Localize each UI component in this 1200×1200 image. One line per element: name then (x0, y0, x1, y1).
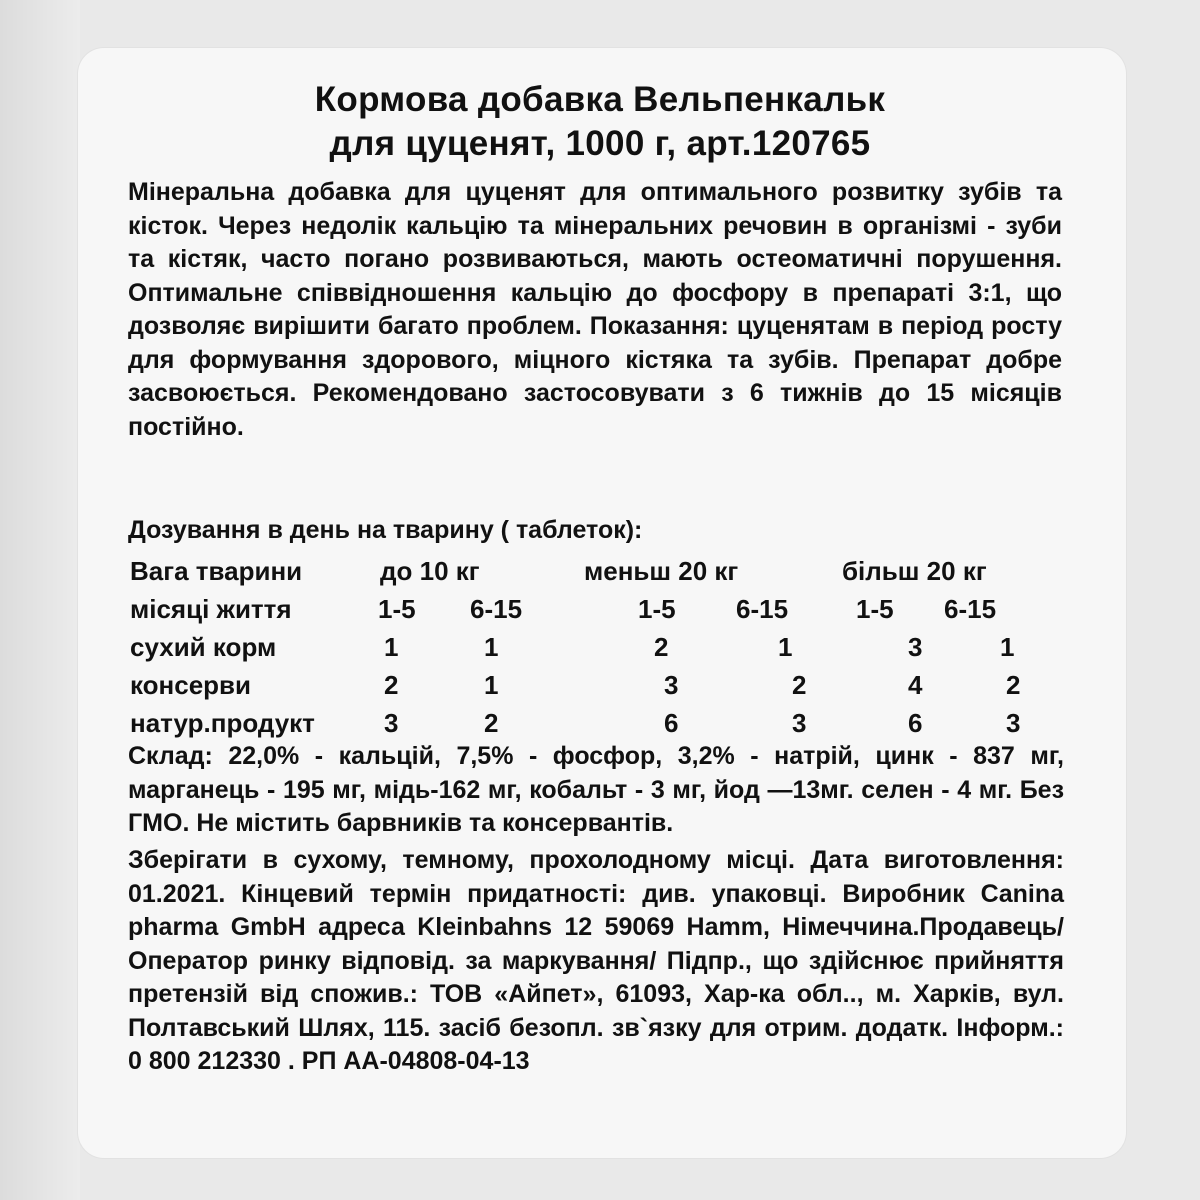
table-cell: 1-5 (856, 594, 894, 624)
table-cell: 3 (792, 708, 807, 738)
dosage-table (130, 556, 1050, 746)
row-label: натур.продукт (130, 708, 315, 738)
product-title-line2: для цуценят, 1000 г, арт.120765 (329, 124, 871, 163)
table-cell: 1 (1000, 632, 1015, 662)
table-cell: 6-15 (736, 594, 789, 624)
row-label: сухий корм (130, 632, 277, 662)
table-cell: 2 (384, 670, 399, 700)
dosage-heading: Дозування в день на тварину ( таблеток): (128, 516, 643, 544)
composition-text: Склад: 22,0% - кальцій, 7,5% - фосфор, 3,2% - натрій, цинк - 837 мг, марганець - 195 мг, мідь-162 мг, кобальт - 3 мг, йод —13мг. селен - 4 мг. Без ГМО. Не містить барвників та консервантів. (128, 742, 1064, 837)
table-cell: 3 (664, 670, 679, 700)
table-cell: 2 (1006, 670, 1021, 700)
table-cell: 3 (384, 708, 399, 738)
table-row (130, 632, 1050, 670)
row-label: консерви (130, 670, 252, 700)
table-cell: 6-15 (944, 594, 997, 624)
table-cell: 1 (778, 632, 793, 662)
table-cell: 1 (484, 632, 499, 662)
table-cell: 3 (908, 632, 923, 662)
header-over-20kg: більш 20 кг (842, 556, 987, 586)
table-cell: 6 (908, 708, 923, 738)
product-title-line1: Кормова добавка Вельпенкальк (314, 80, 886, 119)
table-cell: 2 (484, 708, 499, 738)
table-cell: 6-15 (470, 594, 523, 624)
table-cell: 1 (484, 670, 499, 700)
table-cell: 2 (792, 670, 807, 700)
header-up-to-10kg: до 10 кг (380, 556, 480, 586)
table-cell: 1 (384, 632, 399, 662)
product-description: Мінеральна добавка для цуценят для оптимального розвитку зубів та кісток. Через недолік кальцію та мінеральних речовин в організмі - зуби та кістяк, часто погано розвиваються, мають остеоматичні порушення. Оптимальне співвідношення кальцію до фосфору в препараті 3:1, що дозволяє вирішити багато проблем. Показання: цуценятам в період росту для формування здорового, міцного кістяка та зубів. Препарат добре засвоюється. Рекомендовано застосовувати з 6 тижнів до 15 місяців постійно. (128, 178, 1062, 441)
table-months-row (130, 594, 1050, 632)
table-cell: 1-5 (378, 594, 416, 624)
table-cell: 1-5 (638, 594, 676, 624)
storage-manufacturer-text: Зберігати в сухому, темному, прохолодному місці. Дата виготовлення: 01.2021. Кінцевий термін придатності: див. упаковці. Виробник Canina pharma GmbH адреса Kleinbahns 12 59069 Hamm, Німеччина.Продавець/ Оператор ринку відповід. за маркування/ Підпр., що здійснює прийняття претензій від спожив.: ТОВ «Айпет», 61093, Хар-ка обл.., м. Харків, вул. Полтавський Шлях, 115. засіб безопл. зв`язку для отрим. додатк. Інформ.: 0 800 212330 . РП АА-04808-04-13 (128, 846, 1064, 1075)
background-edge (0, 0, 80, 1200)
table-row (130, 670, 1050, 708)
months-label: місяці життя (130, 594, 292, 624)
table-cell: 4 (908, 670, 923, 700)
table-cell: 3 (1006, 708, 1021, 738)
table-header-row (130, 556, 1050, 594)
table-cell: 6 (664, 708, 679, 738)
table-cell: 2 (654, 632, 669, 662)
header-weight: Вага тварини (130, 556, 303, 586)
header-under-20kg: меньш 20 кг (584, 556, 739, 586)
